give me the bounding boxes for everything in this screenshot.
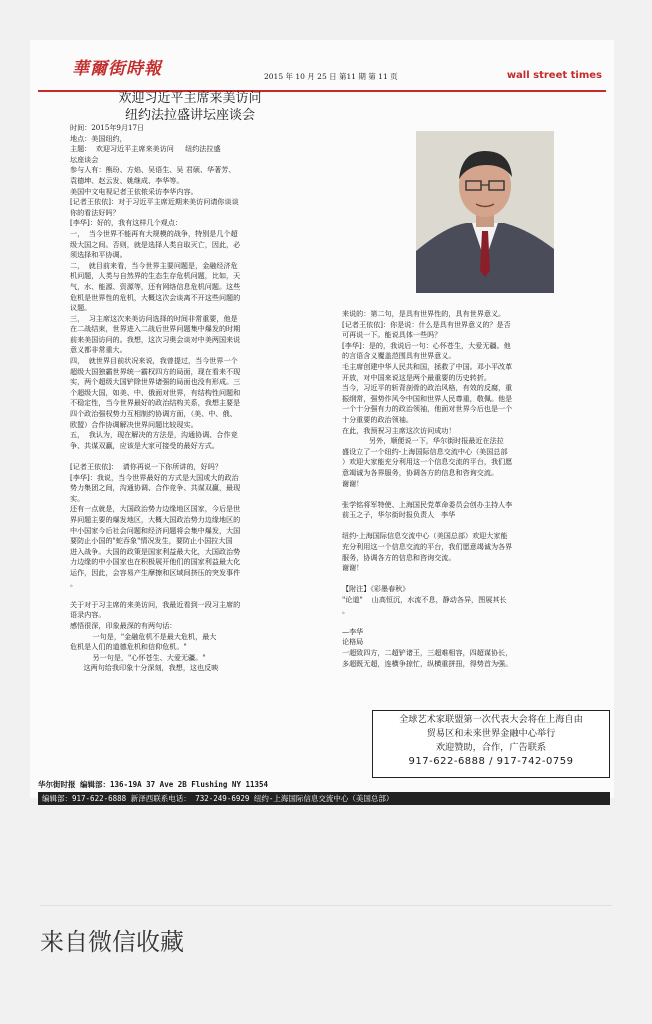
article-line: 谢谢！ (342, 478, 364, 488)
article-line: 二， 就目前来看，当今世界主要问题是，金融经济危 (70, 260, 238, 270)
article-line: 前来美国访问的。我想，这次习奥会谈对中美两国来说 (70, 334, 241, 344)
article-line: 充分利用这一个信息交流的平台，我们愿意竭诚为各界 (342, 542, 513, 552)
advertisement-box (372, 710, 610, 778)
article-line: 五， 我认为，现在解决的方法是，沟通协调、合作竞 (70, 430, 238, 440)
article-line: 感悟很深，印象最深的有两句话： (70, 620, 177, 630)
article-line: 要防止小国的"蛇吞象"情况发生，要防止小国拉大国 (70, 536, 233, 546)
article-line: 地点：美国纽约， (70, 133, 127, 143)
portrait-photo (416, 131, 554, 293)
newspaper-page (30, 40, 614, 803)
article-headline (70, 90, 310, 124)
article-line: ）欢迎大家能充分利用这一个信息交流的平台，我们愿 (342, 457, 513, 467)
issue-date: 2015 年 10 月 25 日 第11 期 第 11 页 (264, 72, 398, 81)
article-line (70, 589, 370, 600)
article-line: 运作，因此，会容易产生摩擦和区域间挤压的突发事件 (70, 567, 241, 577)
ad-line-3: 欢迎赞助，合作，广告联系 (435, 742, 547, 753)
article-line: 谢谢！ (342, 563, 364, 573)
article-line: 实。 (70, 493, 85, 503)
article-line: 在二战结束，世界进入二战后世界问题集中爆发的时期 (70, 324, 241, 334)
footer-contacts: 编辑部：917-622-6888 新泽西联系电话： 732-249-6929 纽约-上海国际信息交流中心（美国总部） (38, 792, 610, 805)
article-line: [李华]：是的，我说后一句：心怀苍生，大爱无疆。他 (342, 340, 511, 350)
masthead (38, 46, 606, 92)
article-line: 袁德坤、赵云发、姚继成、李华等。 (70, 175, 184, 185)
newspaper-english-name: wall street times (506, 70, 602, 81)
article-line: 中小国家今后社会问题和经济问题将会集中爆发，大国 (70, 525, 241, 535)
article-line: 欧盟）合作协调解决世界问题比较现实。 (70, 419, 198, 429)
article-line: 【附注】《彩墨春秋》 (342, 584, 410, 594)
left-column (70, 123, 370, 674)
article-line: 界问题主要的爆发地区，大概大国政治势力边缘地区的 (70, 514, 241, 524)
article-line: 力边缘的中小国家也在积极展开他们的国家利益最大化 (70, 557, 241, 567)
portrait-illustration (416, 131, 554, 293)
article-line: 坛座谈会 (70, 154, 99, 164)
article-line: 美国中文电视记者王依侬采访李华内容。 (70, 186, 198, 196)
article-line: 一句是，"金融危机不是最大危机，最大 (70, 631, 217, 641)
article-line: 盛设立了一个纽约-上海国际信息交流中心（美国总部 (342, 446, 508, 456)
article-line: 意竭诚为各界服务，协调各方的信息和咨询交流。 (342, 467, 499, 477)
right-column (342, 309, 612, 669)
article-line: 危机是人们的道德危机和信仰危机。" (70, 642, 187, 652)
article-line: 张学铭将军特使、上海国民党革命委员会创办主持人李 (342, 499, 513, 509)
article-line: [李华]：我说，当今世界最好的方式是大国或大的政治 (70, 472, 239, 482)
article-line: —李华 (342, 626, 364, 636)
ad-phone: 917-622-6888 / 917-742-0759 (408, 756, 574, 767)
article-line: 一个十分强有力的政治领袖，他面对世界今后也是一个 (342, 404, 513, 414)
article-line: 机问题，人类与自然界的生态生存危机问题，比如，天 (70, 271, 241, 281)
article-line: 十分重要的政治领袖。 (342, 414, 413, 424)
article-line: 超级大国独霸世界统一霸权四方的局面，现在看来不现 (70, 366, 241, 376)
article-line: 前玉之子，华尔街时报负责人 李华 (342, 510, 456, 520)
ad-line-2: 贸易区和未来世界金融中心举行 (426, 728, 556, 739)
article-line: 在此，我预祝习主席这次访问成功！ (342, 425, 456, 435)
article-line: 一， 当今世界不能再有大规模的战争，特别是几个超 (70, 228, 238, 238)
article-line: 来说的：第二句，是具有世界性的，具有世界意义。 (342, 309, 506, 318)
article-line: 四， 就世界目前状况来说，我曾提过，当今世界一个 (70, 356, 238, 366)
article-line (70, 451, 370, 462)
article-line: 可再说一下。能说具体一些吗？ (342, 330, 442, 340)
article-line: 势力集团之间，沟通协调、合作竞争、共谋双赢，最现 (70, 483, 241, 493)
article-line: 时间：2015年9月17日 (70, 123, 145, 132)
headline-line-1: 欢迎习近平主席来美访问 (118, 91, 262, 106)
article-line: [李华]：好的，我有这样几个观点： (70, 218, 182, 228)
article-line: 开放，对中国来说这是两个最重要的历史转折。 (342, 372, 491, 382)
article-line: 的言语含义覆盖范围具有世界意义。 (342, 351, 456, 361)
divider (40, 905, 612, 906)
ad-line-1: 全球艺术家联盟第一次代表大会将在上海自由 (399, 714, 583, 725)
article-line: 你的看法好吗？ (70, 207, 120, 217)
article-line: 须选择和平协调。 (70, 250, 127, 260)
article-line: 不稳定性，当今世界最好的政治结构关系，我想主要是 (70, 398, 241, 408)
article-line: 气，水、能源、资源等，还有网络信息危机问题。这些 (70, 281, 241, 291)
article-line: 级大国之间。否则，就是选择人类自取灭亡，因此，必 (70, 239, 241, 249)
article-line: 服务，协调各方的信息和咨询交流。 (342, 552, 456, 562)
article-line: 危机是世界性的危机，大概这次会谈离不开这些问题的 (70, 292, 241, 302)
article-line: "论道" 山高恒沉，水流不息，静动各异，图展其长 (342, 595, 507, 605)
article-line: 语录内容。 (70, 610, 106, 620)
newspaper-title: 華爾街時報 (72, 59, 162, 79)
article-line: 进入战争。大国的政策是国家利益最大化，大国政治势 (70, 546, 241, 556)
article-line (342, 616, 612, 627)
article-line: 论格局 (342, 637, 364, 647)
article-line: 毛主席创建中华人民共和国，拯救了中国。邓小平改革 (342, 361, 513, 371)
article-line: 一超致四方，二超铲诸王，三超难相容，四超谋协长， (342, 648, 513, 657)
article-line: 关于对于习主席的来美访问，我最近看到一段习主席的 (70, 599, 241, 609)
article-line: 主题： 欢迎习近平主席来美访问 纽约法拉盛 (70, 144, 221, 154)
article-line (342, 521, 612, 532)
article-line: 另外，顺便说一下，华尔街时报最近在法拉 (342, 436, 504, 446)
article-line: 纽约-上海国际信息交流中心（美国总部）欢迎大家能 (342, 531, 508, 541)
article-line: 参与人有：熊玢、方焰、吴语生、吴 君硕、华著芳、 (70, 165, 236, 175)
article-line: [记者王依依]：你是说：什么是具有世界意义的？是否 (342, 319, 511, 329)
article-line: 议题。 (70, 303, 92, 313)
article-line: 意义都非常重大。 (70, 345, 127, 355)
article-line: 多超既无超，连横争掠忙，纵横重拼扭，得势首为强。 (342, 658, 513, 668)
article-line: 当今，习近平的斩背剖骨的政治风格，有效的反腐，重 (342, 383, 513, 393)
article-line: 还有一点就是，大国政治势力边缘地区国家，今后是世 (70, 504, 241, 514)
article-line: 争、共谋双赢，应该是大家可接受的最好方式。 (70, 440, 219, 450)
footer-address: 华尔街时报 编辑部：136-19A 37 Ave 2B Flushing NY 11354 (38, 780, 269, 789)
article-line: 。 (342, 605, 350, 615)
article-line: 另一句是，"心怀苍生、大爱无疆。" (70, 652, 206, 662)
article-line (342, 574, 612, 585)
article-line: [记者王依依]：对于习近平主席近期来美访问请你谈谈 (70, 197, 239, 207)
article-line: 这两句给我印象十分深刻，我想，这也反映 (70, 663, 219, 673)
article-line: 四个政治强权势力互相制约协调方面，（美、中、俄、 (70, 409, 237, 419)
article-line: 振纲常，强势作风令中国和世界人民尊重，敬佩。他是 (342, 393, 513, 403)
article-line: 个超级大国，如美、中、俄面对世界，有结构性问题和 (70, 387, 241, 397)
article-line: [记者王依依]： 请你再说一下你所讲的，好吗？ (70, 462, 222, 471)
article-line: 三， 习主席这次来美访问选择的时间非常重要，他是 (70, 313, 238, 323)
headline-line-2: 纽约法拉盛讲坛座谈会 (124, 108, 255, 123)
article-line: 。 (70, 578, 78, 588)
article-line: 实，两个超级大国铲除世界诸强的局面也没有形成。三 (70, 377, 241, 387)
wechat-favorites-caption: 来自微信收藏 (40, 928, 184, 956)
article-line (342, 489, 612, 500)
